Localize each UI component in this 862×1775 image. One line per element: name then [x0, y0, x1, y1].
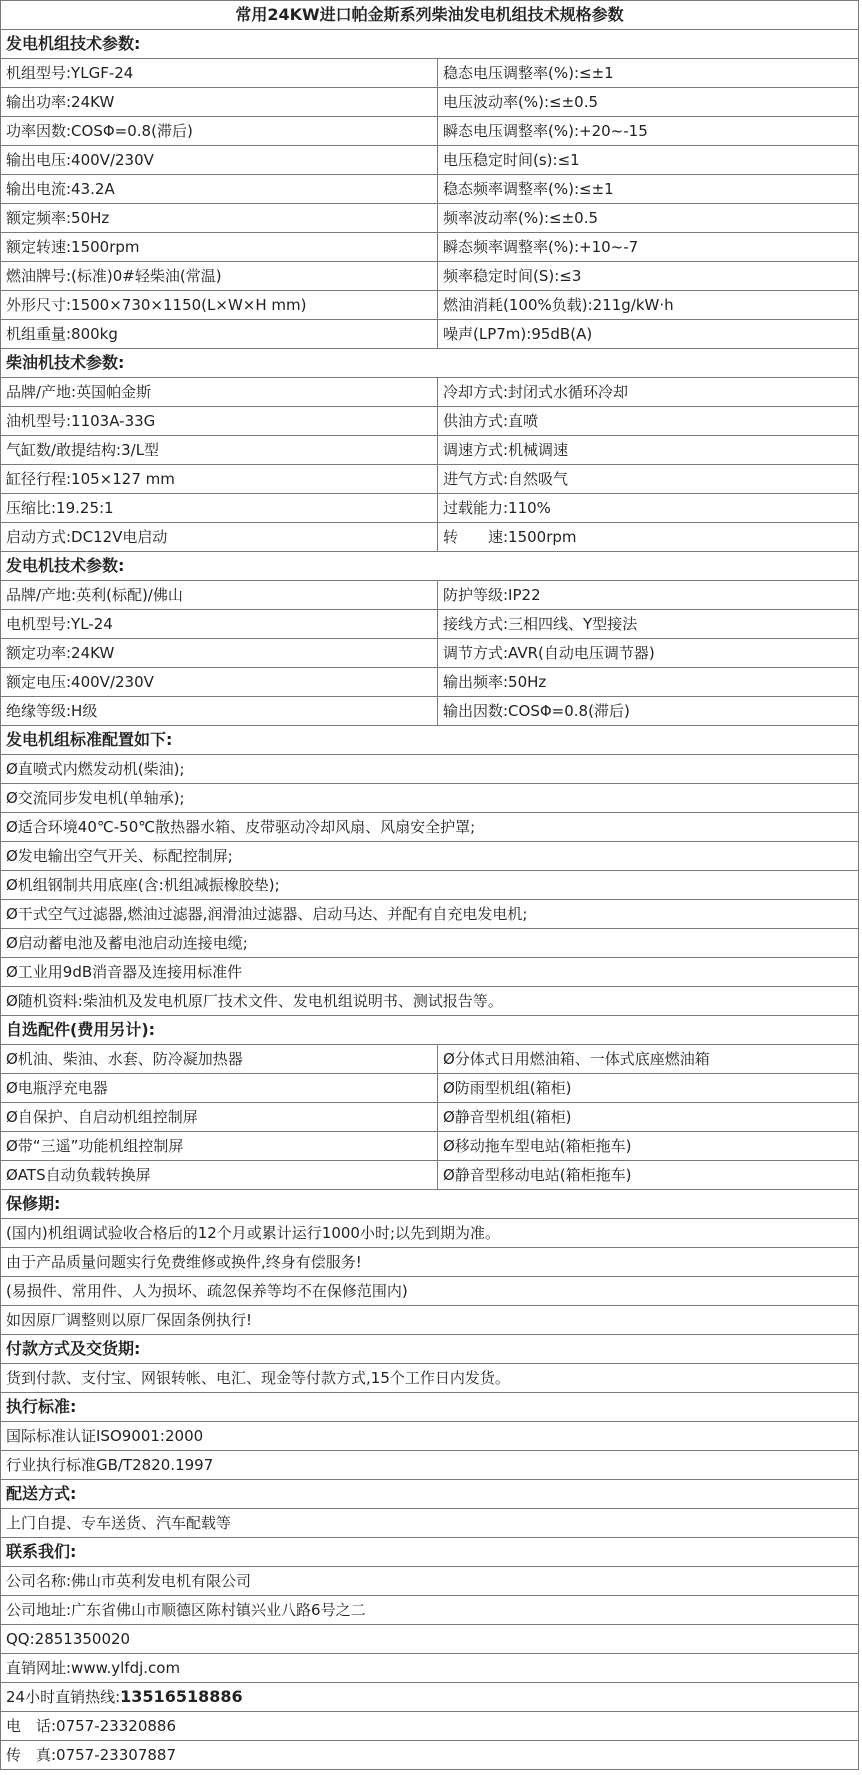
warranty-row	[1, 1248, 859, 1277]
title-row	[1, 1, 859, 30]
alternator-row	[1, 581, 859, 610]
genset-left-cell: 额定转速:1500rpm	[1, 233, 438, 262]
standards-row	[1, 1451, 859, 1480]
optional-right-cell: Ø静音型机组(箱柜)	[438, 1103, 859, 1132]
contact-row	[1, 1712, 859, 1741]
engine-row	[1, 465, 859, 494]
genset-row	[1, 146, 859, 175]
optional-right-cell: Ø分体式日用燃油箱、一体式底座燃油箱	[438, 1045, 859, 1074]
standards-heading: 执行标准:	[1, 1393, 859, 1422]
standard-row	[1, 987, 859, 1016]
standard-row	[1, 900, 859, 929]
optional-heading: 自选配件(费用另计):	[1, 1016, 859, 1045]
alternator-right-cell: 调节方式:AVR(自动电压调节器)	[438, 639, 859, 668]
standard-row	[1, 813, 859, 842]
alternator-left-cell: 额定功率:24KW	[1, 639, 438, 668]
alternator-row	[1, 668, 859, 697]
engine-row	[1, 523, 859, 552]
spec-sheet-body	[1, 1, 859, 1770]
engine-heading: 柴油机技术参数:	[1, 349, 859, 378]
contact-website: 直销网址:www.ylfdj.com	[1, 1654, 859, 1683]
engine-right-cell: 进气方式:自然吸气	[438, 465, 859, 494]
standard-item: Ø直喷式内燃发动机(柴油);	[1, 755, 859, 784]
genset-right-cell: 瞬态频率调整率(%):+10~-7	[438, 233, 859, 262]
alternator-right-cell: 接线方式:三相四线、Y型接法	[438, 610, 859, 639]
genset-row	[1, 175, 859, 204]
optional-left-cell: ØATS自动负载转换屏	[1, 1161, 438, 1190]
standard-item: Ø适合环境40℃-50℃散热器水箱、皮带驱动冷却风扇、风扇安全护罩;	[1, 813, 859, 842]
genset-right-cell: 噪声(LP7m):95dB(A)	[438, 320, 859, 349]
standard-item: Ø工业用9dB消音器及连接用标准件	[1, 958, 859, 987]
genset-row	[1, 117, 859, 146]
warranty-row	[1, 1306, 859, 1335]
alternator-heading: 发电机技术参数:	[1, 552, 859, 581]
alternator-right-cell: 防护等级:IP22	[438, 581, 859, 610]
engine-right-cell: 调速方式:机械调速	[438, 436, 859, 465]
alternator-right-cell: 输出频率:50Hz	[438, 668, 859, 697]
engine-left-cell: 缸径行程:105×127 mm	[1, 465, 438, 494]
delivery-row	[1, 1509, 859, 1538]
genset-row	[1, 233, 859, 262]
optional-left-cell: Ø带“三遥”功能机组控制屏	[1, 1132, 438, 1161]
standard-row	[1, 871, 859, 900]
engine-left-cell: 压缩比:19.25:1	[1, 494, 438, 523]
section-heading-row	[1, 1393, 859, 1422]
section-heading-row	[1, 552, 859, 581]
genset-left-cell: 外形尺寸:1500×730×1150(L×W×H mm)	[1, 291, 438, 320]
engine-row	[1, 407, 859, 436]
section-heading-row	[1, 1480, 859, 1509]
contact-company: 公司名称:佛山市英利发电机有限公司	[1, 1567, 859, 1596]
contact-row	[1, 1567, 859, 1596]
alternator-row	[1, 639, 859, 668]
warranty-row	[1, 1219, 859, 1248]
standard-item: Ø干式空气过滤器,燃油过滤器,润滑油过滤器、启动马达、并配有自充电发电机;	[1, 900, 859, 929]
alternator-row	[1, 697, 859, 726]
engine-row	[1, 378, 859, 407]
warranty-item: (易损件、常用件、人为损坏、疏忽保养等均不在保修范围内)	[1, 1277, 859, 1306]
optional-row	[1, 1161, 859, 1190]
standard-item: Ø启动蓄电池及蓄电池启动连接电缆;	[1, 929, 859, 958]
genset-left-cell: 燃油牌号:(标准)0#轻柴油(常温)	[1, 262, 438, 291]
warranty-item: 如因原厂调整则以原厂保固条例执行!	[1, 1306, 859, 1335]
standard-item: Ø发电输出空气开关、标配控制屏;	[1, 842, 859, 871]
genset-left-cell: 机组重量:800kg	[1, 320, 438, 349]
alternator-left-cell: 绝缘等级:H级	[1, 697, 438, 726]
optional-left-cell: Ø自保护、自启动机组控制屏	[1, 1103, 438, 1132]
genset-right-cell: 电压波动率(%):≤±0.5	[438, 88, 859, 117]
section-heading-row	[1, 1538, 859, 1567]
standard-row	[1, 784, 859, 813]
contact-hotline	[1, 1683, 859, 1712]
standard-item: Ø随机资料:柴油机及发电机原厂技术文件、发电机组说明书、测试报告等。	[1, 987, 859, 1016]
section-heading-row	[1, 1335, 859, 1364]
hotline-number: 13516518886	[120, 1687, 243, 1706]
section-heading-row	[1, 1016, 859, 1045]
engine-row	[1, 494, 859, 523]
section-heading-row	[1, 726, 859, 755]
standard-item: Ø机组钢制共用底座(含:机组减振橡胶垫);	[1, 871, 859, 900]
delivery-item: 上门自提、专车送货、汽车配载等	[1, 1509, 859, 1538]
standards-item: 国际标准认证ISO9001:2000	[1, 1422, 859, 1451]
genset-row	[1, 262, 859, 291]
contact-heading: 联系我们:	[1, 1538, 859, 1567]
standards-item: 行业执行标准GB/T2820.1997	[1, 1451, 859, 1480]
genset-right-cell: 稳态电压调整率(%):≤±1	[438, 59, 859, 88]
payment-heading: 付款方式及交货期:	[1, 1335, 859, 1364]
delivery-heading: 配送方式:	[1, 1480, 859, 1509]
engine-left-cell: 气缸数/敢提结构:3/L型	[1, 436, 438, 465]
engine-right-cell: 转 速:1500rpm	[438, 523, 859, 552]
optional-left-cell: Ø机油、柴油、水套、防冷凝加热器	[1, 1045, 438, 1074]
genset-right-cell: 稳态频率调整率(%):≤±1	[438, 175, 859, 204]
section-heading-row	[1, 30, 859, 59]
standards-row	[1, 1422, 859, 1451]
genset-row	[1, 320, 859, 349]
genset-heading: 发电机组技术参数:	[1, 30, 859, 59]
optional-right-cell: Ø静音型移动电站(箱柜拖车)	[438, 1161, 859, 1190]
contact-row	[1, 1654, 859, 1683]
genset-left-cell: 输出功率:24KW	[1, 88, 438, 117]
warranty-row	[1, 1277, 859, 1306]
engine-row	[1, 436, 859, 465]
optional-row	[1, 1103, 859, 1132]
engine-left-cell: 品牌/产地:英国帕金斯	[1, 378, 438, 407]
payment-item: 货到付款、支付宝、网银转帐、电汇、现金等付款方式,15个工作日内发货。	[1, 1364, 859, 1393]
alternator-row	[1, 610, 859, 639]
standard-row	[1, 755, 859, 784]
alternator-left-cell: 品牌/产地:英利(标配)/佛山	[1, 581, 438, 610]
contact-row	[1, 1596, 859, 1625]
genset-row	[1, 291, 859, 320]
optional-right-cell: Ø防雨型机组(箱柜)	[438, 1074, 859, 1103]
contact-address: 公司地址:广东省佛山市顺德区陈村镇兴业八路6号之二	[1, 1596, 859, 1625]
engine-right-cell: 冷却方式:封闭式水循环冷却	[438, 378, 859, 407]
page-title: 常用24KW进口帕金斯系列柴油发电机组技术规格参数	[1, 1, 859, 30]
engine-right-cell: 过载能力:110%	[438, 494, 859, 523]
section-heading-row	[1, 349, 859, 378]
optional-left-cell: Ø电瓶浮充电器	[1, 1074, 438, 1103]
contact-row	[1, 1741, 859, 1770]
contact-qq: QQ:2851350020	[1, 1625, 859, 1654]
optional-row	[1, 1045, 859, 1074]
contact-fax: 传 真:0757-23307887	[1, 1741, 859, 1770]
engine-right-cell: 供油方式:直喷	[438, 407, 859, 436]
genset-right-cell: 频率稳定时间(S):≤3	[438, 262, 859, 291]
alternator-right-cell: 输出因数:COSΦ=0.8(滞后)	[438, 697, 859, 726]
warranty-item: (国内)机组调试验收合格后的12个月或累计运行1000小时;以先到期为准。	[1, 1219, 859, 1248]
genset-left-cell: 输出电压:400V/230V	[1, 146, 438, 175]
genset-left-cell: 机组型号:YLGF-24	[1, 59, 438, 88]
optional-right-cell: Ø移动拖车型电站(箱柜拖车)	[438, 1132, 859, 1161]
genset-row	[1, 204, 859, 233]
engine-left-cell: 油机型号:1103A-33G	[1, 407, 438, 436]
genset-row	[1, 88, 859, 117]
contact-phone: 电 话:0757-23320886	[1, 1712, 859, 1741]
standard-item: Ø交流同步发电机(单轴承);	[1, 784, 859, 813]
genset-left-cell: 输出电流:43.2A	[1, 175, 438, 204]
genset-left-cell: 额定频率:50Hz	[1, 204, 438, 233]
genset-right-cell: 频率波动率(%):≤±0.5	[438, 204, 859, 233]
standard-row	[1, 958, 859, 987]
contact-row	[1, 1683, 859, 1712]
warranty-heading: 保修期:	[1, 1190, 859, 1219]
contact-row	[1, 1625, 859, 1654]
standard-row	[1, 929, 859, 958]
genset-right-cell: 燃油消耗(100%负载):211g/kW·h	[438, 291, 859, 320]
standard-heading: 发电机组标准配置如下:	[1, 726, 859, 755]
payment-row	[1, 1364, 859, 1393]
hotline-label: 24小时直销热线:	[6, 1688, 121, 1706]
genset-left-cell: 功率因数:COSΦ=0.8(滞后)	[1, 117, 438, 146]
optional-row	[1, 1132, 859, 1161]
optional-row	[1, 1074, 859, 1103]
genset-row	[1, 59, 859, 88]
engine-left-cell: 启动方式:DC12V电启动	[1, 523, 438, 552]
standard-row	[1, 842, 859, 871]
warranty-item: 由于产品质量问题实行免费维修或换件,终身有偿服务!	[1, 1248, 859, 1277]
genset-right-cell: 瞬态电压调整率(%):+20~-15	[438, 117, 859, 146]
alternator-left-cell: 电机型号:YL-24	[1, 610, 438, 639]
genset-right-cell: 电压稳定时间(s):≤1	[438, 146, 859, 175]
section-heading-row	[1, 1190, 859, 1219]
alternator-left-cell: 额定电压:400V/230V	[1, 668, 438, 697]
